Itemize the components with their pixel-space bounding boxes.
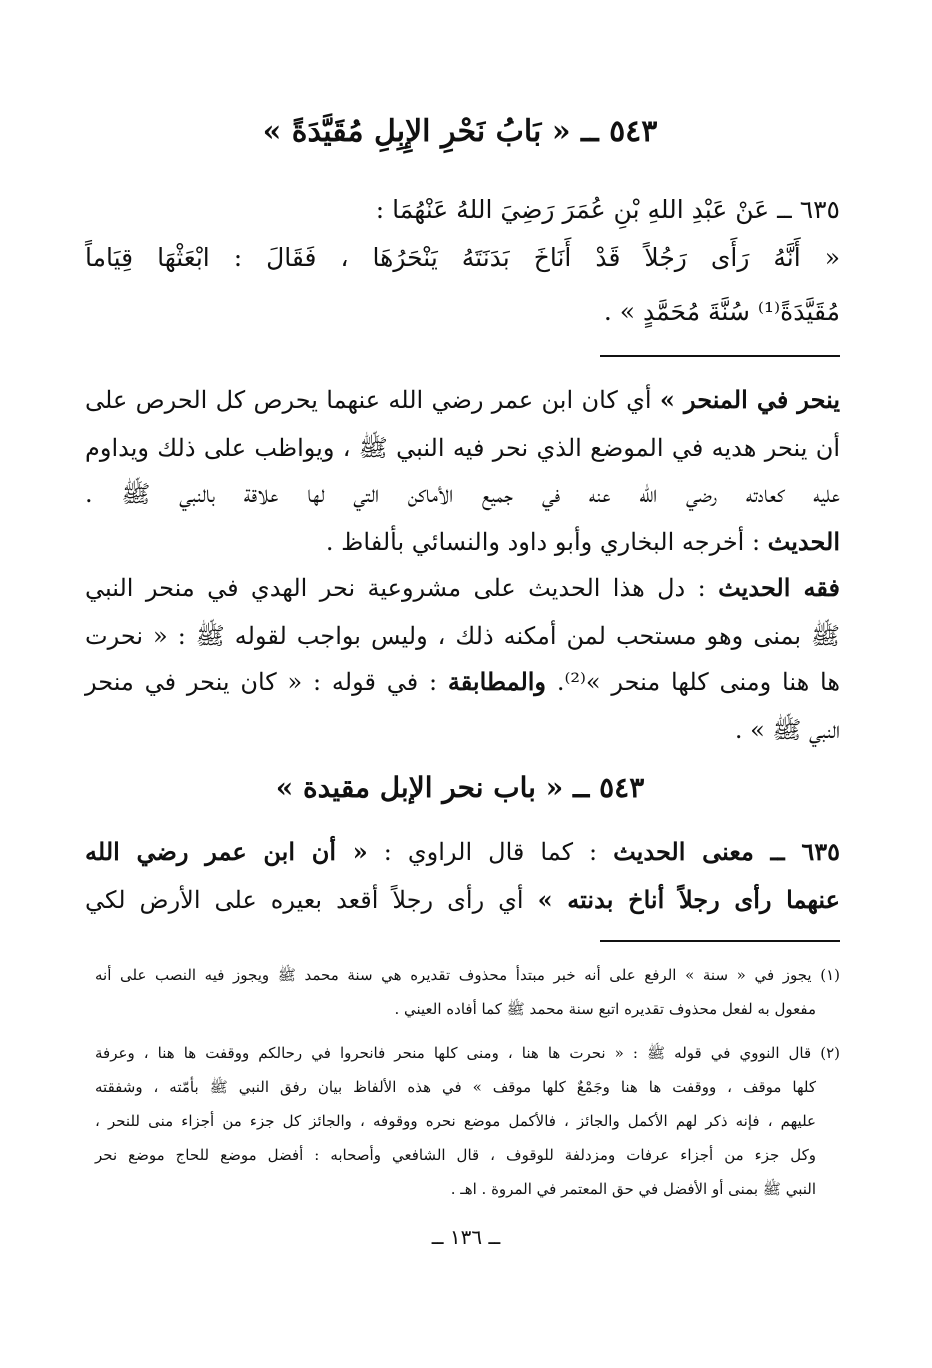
hadith-text-line-1: « أَنَّهُ رَأَى رَجُلاً قَدْ أَنَاخَ بَدَنَتَهُ يَنْحَرُهَا ، فَقَالَ : ابْعَثْهَا قِيَاماً xyxy=(85,243,840,272)
commentary-line-3: عليه كعادته رضي الله عنه في جميع الأماكن التي لها علاقة بالنبي ﷺ . xyxy=(85,480,841,508)
footnote-1-line-1: (١) يجوز في « سنة » الرفع على أنه خبر مبتدأ محذوف تقديره هي سنة محمد ﷺ ويجوز فيه النصب على أنه xyxy=(95,966,840,984)
footnote-2-line-5: النبي ﷺ بمنى أو الأفضل في حق المعتمر في المروة . اهـ . xyxy=(450,1180,816,1198)
hadith-intro: ٦٣٥ ــ عَنْ عَبْدِ اللهِ بْنِ عُمَرَ رَضِيَ اللهُ عَنْهُمَا : xyxy=(375,195,840,224)
commentary-line-8: النبي ﷺ » . xyxy=(734,716,840,744)
separator-rule xyxy=(600,355,840,357)
commentary-line-6: ﷺ بمنى وهو مستحب لمن أمكنه ذلك ، وليس بواجب لقوله ﷺ : « نحرت xyxy=(85,622,840,650)
footnote-2-line-4: وكل جزء من أجزاء عرفات ومزدلفة للوقوف ، قال الشافعي وأصحابه : أفضل موضع للحاج موضع نحر xyxy=(95,1146,816,1164)
commentary-line-5 xyxy=(85,568,840,608)
footnote-1-line-2: مفعول به لفعل محذوف تقديره اتبع سنة محمد ﷺ كما أفاده العيني . xyxy=(394,1000,816,1018)
meaning-quote: « أن ابن عمر رضي الله xyxy=(85,837,368,866)
meaning-label: ٦٣٥ ــ معنى الحديث xyxy=(613,837,841,866)
hadith-source-text: : أخرجه البخاري وأبو داود والنسائي بألفاظ . xyxy=(325,528,768,556)
hadith-source-label: الحديث xyxy=(767,527,840,556)
footnote-2-line-3: عليهم ، فإنه ذكر لهم الأكمل والجائز ، فالأكمل موضع نحره ووقوفه ، والجائز كل جزء من أجزاء منى للنحر ، xyxy=(95,1112,816,1130)
footnote-2-line-1: (٢) قال النووي في قوله ﷺ : « نحرت ها هنا ، ومنى كلها منحر فانحروا في رحالكم ووقفت ها هنا ، وعرفة xyxy=(95,1044,840,1062)
commentary-line-2: أن ينحر هديه في الموضع الذي نحر فيه النبي ﷺ ، ويواظب على ذلك ويداوم xyxy=(85,434,840,462)
correspondence-label: والمطابقة xyxy=(447,667,547,696)
footnote-separator xyxy=(600,940,840,942)
fiqh-label: فقه الحديث xyxy=(718,573,841,602)
commentary-keyword: ينحر في المنحر » xyxy=(659,385,841,414)
page-number: ــ ١٣٦ ــ xyxy=(431,1225,501,1249)
meaning-line-1 xyxy=(85,832,840,872)
commentary-line-7 xyxy=(85,662,840,702)
fiqh-text: : دل هذا الحديث على مشروعية نحر الهدي في منحر النبي xyxy=(85,574,719,602)
commentary-text: : في قوله : « كان ينحر في منحر xyxy=(85,668,448,696)
commentary-text: ها هنا ومنى كلها منحر »⁽²⁾. xyxy=(546,668,840,696)
section-heading: ٥٤٣ ــ « باب نحر الإبل مقيدة » xyxy=(275,771,645,804)
meaning-line-2 xyxy=(85,880,840,920)
commentary-line-1 xyxy=(85,380,840,420)
chapter-heading: ٥٤٣ ــ « بَابُ نَحْرِ الإِبِلِ مُقَيَّدَةً » xyxy=(262,114,658,149)
meaning-quote: عنهما رأى رجلاً أناخ بدنته » xyxy=(537,885,840,914)
commentary-text: أي كان ابن عمر رضي الله عنهما يحرص كل الحرص على xyxy=(85,386,660,414)
hadith-text-line-2: مُقَيَّدَةً⁽¹⁾ سُنَّةَ مُحَمَّدٍ » . xyxy=(603,297,840,326)
footnote-2-line-2: كلها موقف ، ووقفت ها هنا وجَمْعٌ كلها موقف » في هذه الألفاظ بيان رفق النبي ﷺ بأمّته ، وشفقته xyxy=(95,1078,816,1096)
commentary-line-4 xyxy=(85,522,840,562)
meaning-text: أي رأى رجلاً أقعد بعيره على الأرض لكي xyxy=(85,886,538,914)
meaning-text: : كما قال الراوي : xyxy=(367,838,614,866)
